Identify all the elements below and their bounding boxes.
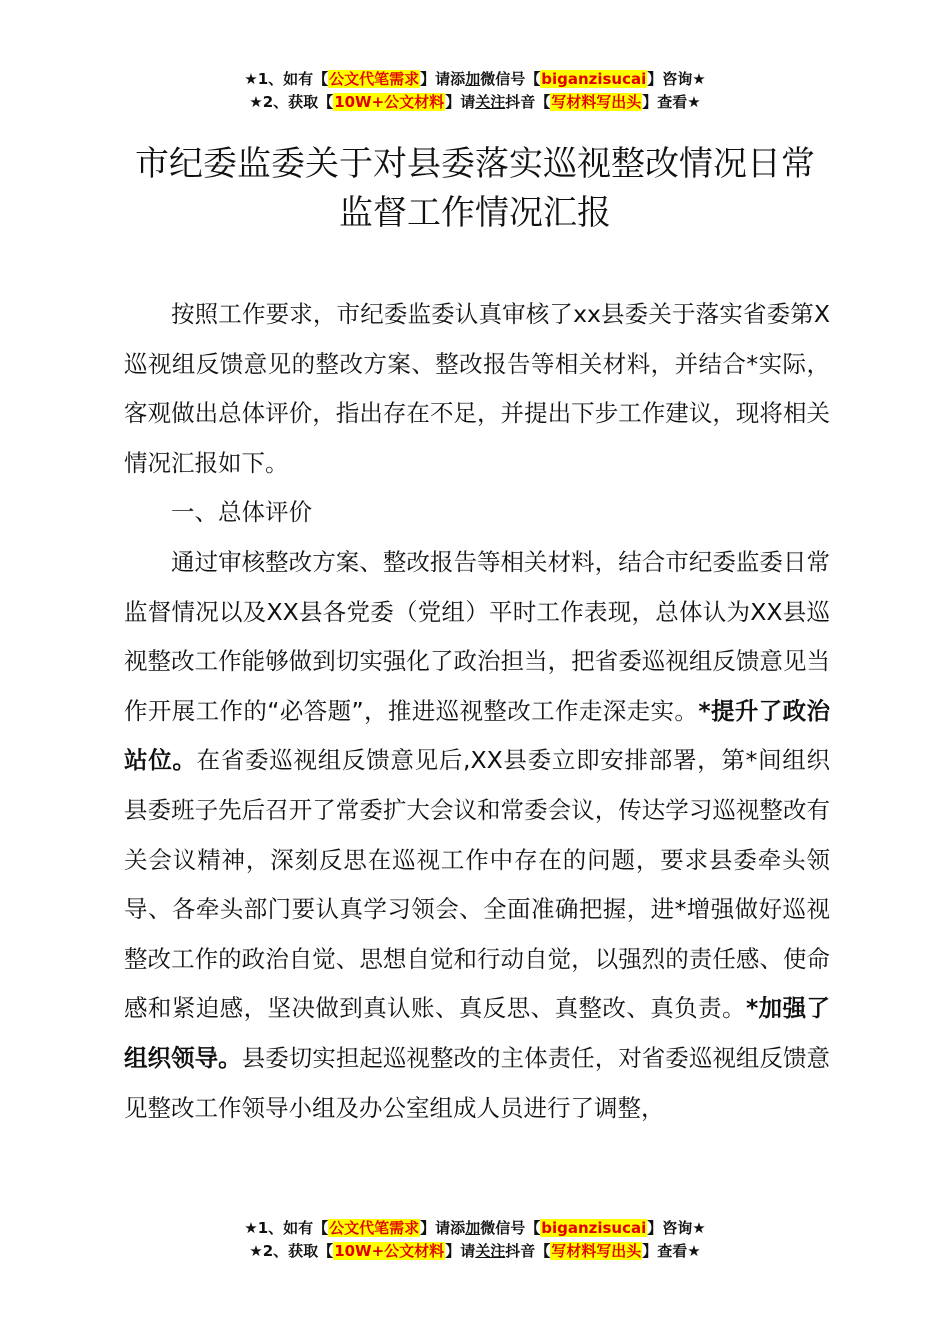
promo-line-2 (0, 91, 950, 114)
promo-line-1 (0, 68, 950, 91)
promo-text: 】查看★ (642, 1242, 701, 1260)
promo-text-underlined: 加 (465, 1219, 481, 1237)
highlight-wechat-id: biganzisucai (541, 1219, 647, 1237)
paragraph-text: 县委切实担起巡视整改的主体责任，对省委巡视组反馈意见整改工作领导小组及办公室组成人员进行了调整， (124, 1043, 831, 1122)
promo-text: 抖音【 (505, 93, 551, 111)
promo-text: 】咨询★ (647, 1219, 706, 1237)
promo-line-1 (0, 1217, 950, 1240)
promo-text-underlined: 关注 (475, 1242, 506, 1260)
promo-text-underlined: 加 (465, 70, 481, 88)
highlight-douyin-account: 写材料写出头 (551, 1242, 642, 1260)
promo-text-underlined: 关注 (475, 93, 506, 111)
promo-text: ★2、获取【 (249, 93, 334, 111)
highlight-douyin-account: 写材料写出头 (551, 93, 642, 111)
title-line-1: 市纪委监委关于对县委落实巡视整改情况日常 (135, 144, 815, 184)
promo-text: 】请 (445, 1242, 476, 1260)
promo-text: ★2、获取【 (249, 1242, 334, 1260)
highlight-materials: 10W+公文材料 (334, 93, 445, 111)
document-body (124, 290, 830, 1133)
promo-text: 抖音【 (505, 1242, 551, 1260)
promo-banner-top (0, 68, 950, 114)
promo-text: 微信号【 (480, 1219, 541, 1237)
highlight-service: 公文代笔需求 (329, 1219, 420, 1237)
promo-text: 微信号【 (480, 70, 541, 88)
section-heading: 一、总体评价 (171, 498, 312, 527)
promo-text: 】查看★ (642, 93, 701, 111)
highlight-materials: 10W+公文材料 (334, 1242, 445, 1260)
bold-point-1: *提升了政治站位。 (124, 696, 830, 775)
title-line-2: 监督工作情况汇报 (339, 193, 611, 233)
paragraph-text: 通过审核整改方案、整改报告等相关材料，结合市纪委监委日常监督情况以及XX县各党委（党组）平时工作表现，总体认为XX县巡视整改工作能够做到切实强化了政治担当，把省委巡视组反馈意见当作开展工作的“必答题”，推进巡视整改工作走深走实。 (124, 547, 830, 725)
intro-paragraph: 按照工作要求，市纪委监委认真审核了xx县委关于落实省委第X巡视组反馈意见的整改方案、整改报告等相关材料，并结合*实际，客观做出总体评价，指出存在不足，并提出下步工作建议，现将相关情况汇报如下。 (124, 300, 830, 477)
promo-line-2 (0, 1240, 950, 1263)
promo-text: 】请添 (420, 70, 466, 88)
promo-text: 】请 (445, 93, 476, 111)
bold-point-2: *加强了组织领导。 (124, 994, 831, 1072)
highlight-service: 公文代笔需求 (329, 70, 420, 88)
evaluation-paragraph (124, 538, 830, 1133)
promo-text: 】请添 (420, 1219, 466, 1237)
document-title (100, 140, 850, 238)
promo-text: ★1、如有【 (244, 70, 329, 88)
paragraph-text: 在省委巡视组反馈意见后,XX县委立即安排部署，第*间组织县委班子先后召开了常委扩大会议和常委会议，传达学习巡视整改有关会议精神，深刻反思在巡视工作中存在的问题，要求县委牵头领导、各牵头部门要认真学习领会、全面准确把握，进*增强做好巡视整改工作的政治自觉、思想自觉和行动自觉，以强烈的责任感、使命感和紧迫感，坚决做到真认账、真反思、真整改、真负责。 (124, 746, 831, 1023)
promo-banner-bottom (0, 1217, 950, 1263)
promo-text: ★1、如有【 (244, 1219, 329, 1237)
promo-text: 】咨询★ (647, 70, 706, 88)
highlight-wechat-id: biganzisucai (541, 70, 647, 88)
